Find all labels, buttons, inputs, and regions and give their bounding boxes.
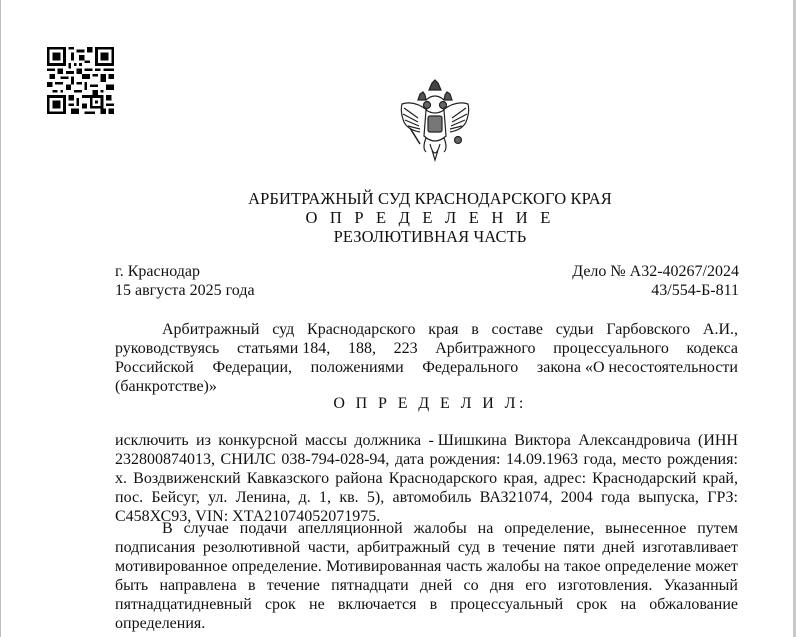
decided-heading: О П Р Е Д Е Л И Л:	[333, 395, 527, 412]
city: г. Краснодар	[115, 263, 200, 280]
word: (ИНН	[697, 432, 738, 449]
word: Краснодарского	[388, 470, 498, 487]
word: жалобы	[413, 520, 467, 537]
word: в	[247, 577, 256, 594]
word: 188,	[347, 340, 376, 357]
word: района	[335, 470, 383, 487]
word: жалобы	[486, 558, 540, 575]
word: подписания	[115, 539, 196, 556]
word: пяти	[563, 539, 595, 556]
word: со	[463, 577, 479, 594]
word: в	[487, 539, 496, 556]
word: дата	[394, 451, 425, 468]
text-line: определения.	[115, 615, 206, 632]
word: 223	[393, 340, 418, 357]
word: суд	[457, 539, 480, 556]
registry-number: 43/554-Б-811	[651, 282, 739, 299]
word: года	[601, 489, 631, 506]
word: Федерального	[422, 359, 519, 376]
text-line	[115, 469, 738, 488]
word: пятнадцати	[331, 577, 409, 594]
word: адрес:	[543, 470, 587, 487]
word: изготовления.	[557, 577, 653, 594]
word: автомобиль	[392, 489, 472, 506]
word: Гарбовского	[606, 321, 691, 338]
document-date: 15 августа 2025 года	[115, 282, 255, 299]
word: закона «О несостоятельности	[536, 359, 738, 376]
word: процессуального	[553, 340, 669, 357]
word: 232800874013,	[115, 451, 215, 468]
word: Арбитражного	[435, 340, 536, 357]
text-line	[115, 557, 738, 576]
word: Бейсуг,	[151, 489, 200, 506]
qr-code-icon	[47, 47, 114, 114]
word: вынесенное	[605, 520, 687, 537]
word: место	[622, 451, 662, 468]
word: Краснодарский	[592, 470, 697, 487]
word: Александровича	[578, 432, 691, 449]
word: кодекса	[686, 340, 738, 357]
word: края	[428, 321, 459, 338]
word: дней	[419, 577, 453, 594]
word: Федерации,	[212, 359, 293, 376]
document-meta-right	[572, 262, 739, 300]
word: 1,	[319, 489, 332, 506]
word: обжалование	[649, 596, 738, 613]
ruling-paragraph	[115, 431, 738, 526]
word: Виктора	[514, 432, 571, 449]
word: 5),	[366, 489, 385, 506]
word: направлена	[159, 577, 237, 594]
text-line: С458ХС93, VIN: ХТА21074052071975.	[115, 508, 381, 525]
word: В	[162, 520, 173, 537]
word: судьи	[555, 321, 594, 338]
word: путем	[697, 520, 738, 537]
word: Воздвиженский	[133, 470, 241, 487]
intro-paragraph	[115, 320, 738, 396]
word: 14.09.1963	[505, 451, 578, 468]
word: конкурсной	[218, 432, 298, 449]
text-line	[115, 339, 738, 358]
word: руководствуясь	[115, 340, 220, 357]
word: часть	[445, 558, 483, 575]
word: течение	[266, 577, 320, 594]
document-part: РЕЗОЛЮТИВНАЯ ЧАСТЬ	[333, 227, 527, 246]
word: дней	[602, 539, 635, 556]
text-line	[115, 576, 738, 595]
word: Краснодарского	[307, 321, 416, 338]
word: может	[695, 558, 738, 575]
word: составе	[491, 321, 543, 338]
word: 2004	[560, 489, 593, 506]
word: должника	[354, 432, 422, 449]
word: подачи	[239, 520, 288, 537]
word: в	[429, 596, 438, 613]
word: течение	[502, 539, 556, 556]
document-type: О П Р Е Д Е Л Е Н И Е	[305, 208, 555, 227]
text-line: (банкротстве)»	[115, 378, 217, 395]
text-line	[115, 450, 738, 469]
word: Мотивированная	[326, 558, 442, 575]
word: СНИЛС	[220, 451, 276, 468]
word: не	[309, 596, 325, 613]
case-number: Дело № А32-40267/2024	[572, 263, 739, 280]
document-meta-left	[115, 262, 255, 300]
word: 038-794-028-94,	[281, 451, 390, 468]
text-line	[115, 358, 738, 377]
word: кв.	[339, 489, 359, 506]
word: такое	[564, 558, 601, 575]
text-line	[115, 488, 738, 507]
word: определение.	[231, 558, 322, 575]
court-name: АРБИТРАЖНЫЙ СУД КРАСНОДАРСКОГО КРАЯ	[248, 189, 612, 208]
word: процессуальный	[450, 596, 564, 613]
word: года,	[583, 451, 617, 468]
word: выпуска,	[638, 489, 699, 506]
word: части,	[307, 539, 350, 556]
word: включается	[337, 596, 417, 613]
word: арбитражный	[357, 539, 451, 556]
word: быть	[115, 577, 149, 594]
word: Ленина,	[235, 489, 291, 506]
word: пятнадцатидневный	[115, 596, 252, 613]
word: на	[477, 520, 494, 537]
word: мотивированное	[115, 558, 228, 575]
word: ГРЗ:	[707, 489, 738, 506]
word: случае	[183, 520, 229, 537]
word: Российской	[115, 359, 194, 376]
word: определение	[604, 558, 691, 575]
text-line	[115, 320, 738, 339]
word: из	[196, 432, 211, 449]
appeal-paragraph	[115, 519, 738, 633]
text-line	[115, 519, 738, 538]
word: д.	[298, 489, 311, 506]
word: его	[525, 577, 547, 594]
word: изготавливает	[642, 539, 738, 556]
word: массы	[304, 432, 348, 449]
word: х.	[115, 470, 127, 487]
word: рождения:	[667, 451, 738, 468]
word: резолютивной	[202, 539, 301, 556]
page-left-edge	[0, 0, 1, 637]
word: край,	[702, 470, 738, 487]
word: срок	[576, 596, 608, 613]
word: пос.	[115, 489, 144, 506]
text-line	[115, 595, 738, 614]
word: рождения:	[429, 451, 501, 468]
word: А.И.,	[702, 321, 738, 338]
word: Арбитражный	[162, 321, 260, 338]
word: дня	[489, 577, 514, 594]
word: Кавказского	[246, 470, 330, 487]
word: срок	[264, 596, 296, 613]
coat-of-arms-icon	[396, 78, 474, 164]
word: ул.	[208, 489, 228, 506]
word: на	[620, 596, 637, 613]
word: исключить	[115, 432, 189, 449]
word: положениями	[310, 359, 404, 376]
word: края,	[503, 470, 538, 487]
word: ВАЗ21074,	[479, 489, 553, 506]
word: суд	[272, 321, 295, 338]
text-line	[115, 431, 738, 450]
word: определение,	[504, 520, 595, 537]
text-line	[115, 538, 738, 557]
word: - Шишкина	[428, 432, 507, 449]
word: на	[544, 558, 560, 575]
word: статьями 184,	[236, 340, 331, 357]
word: апелляционной	[298, 520, 403, 537]
word: Указанный	[663, 577, 738, 594]
word: в	[471, 321, 479, 338]
